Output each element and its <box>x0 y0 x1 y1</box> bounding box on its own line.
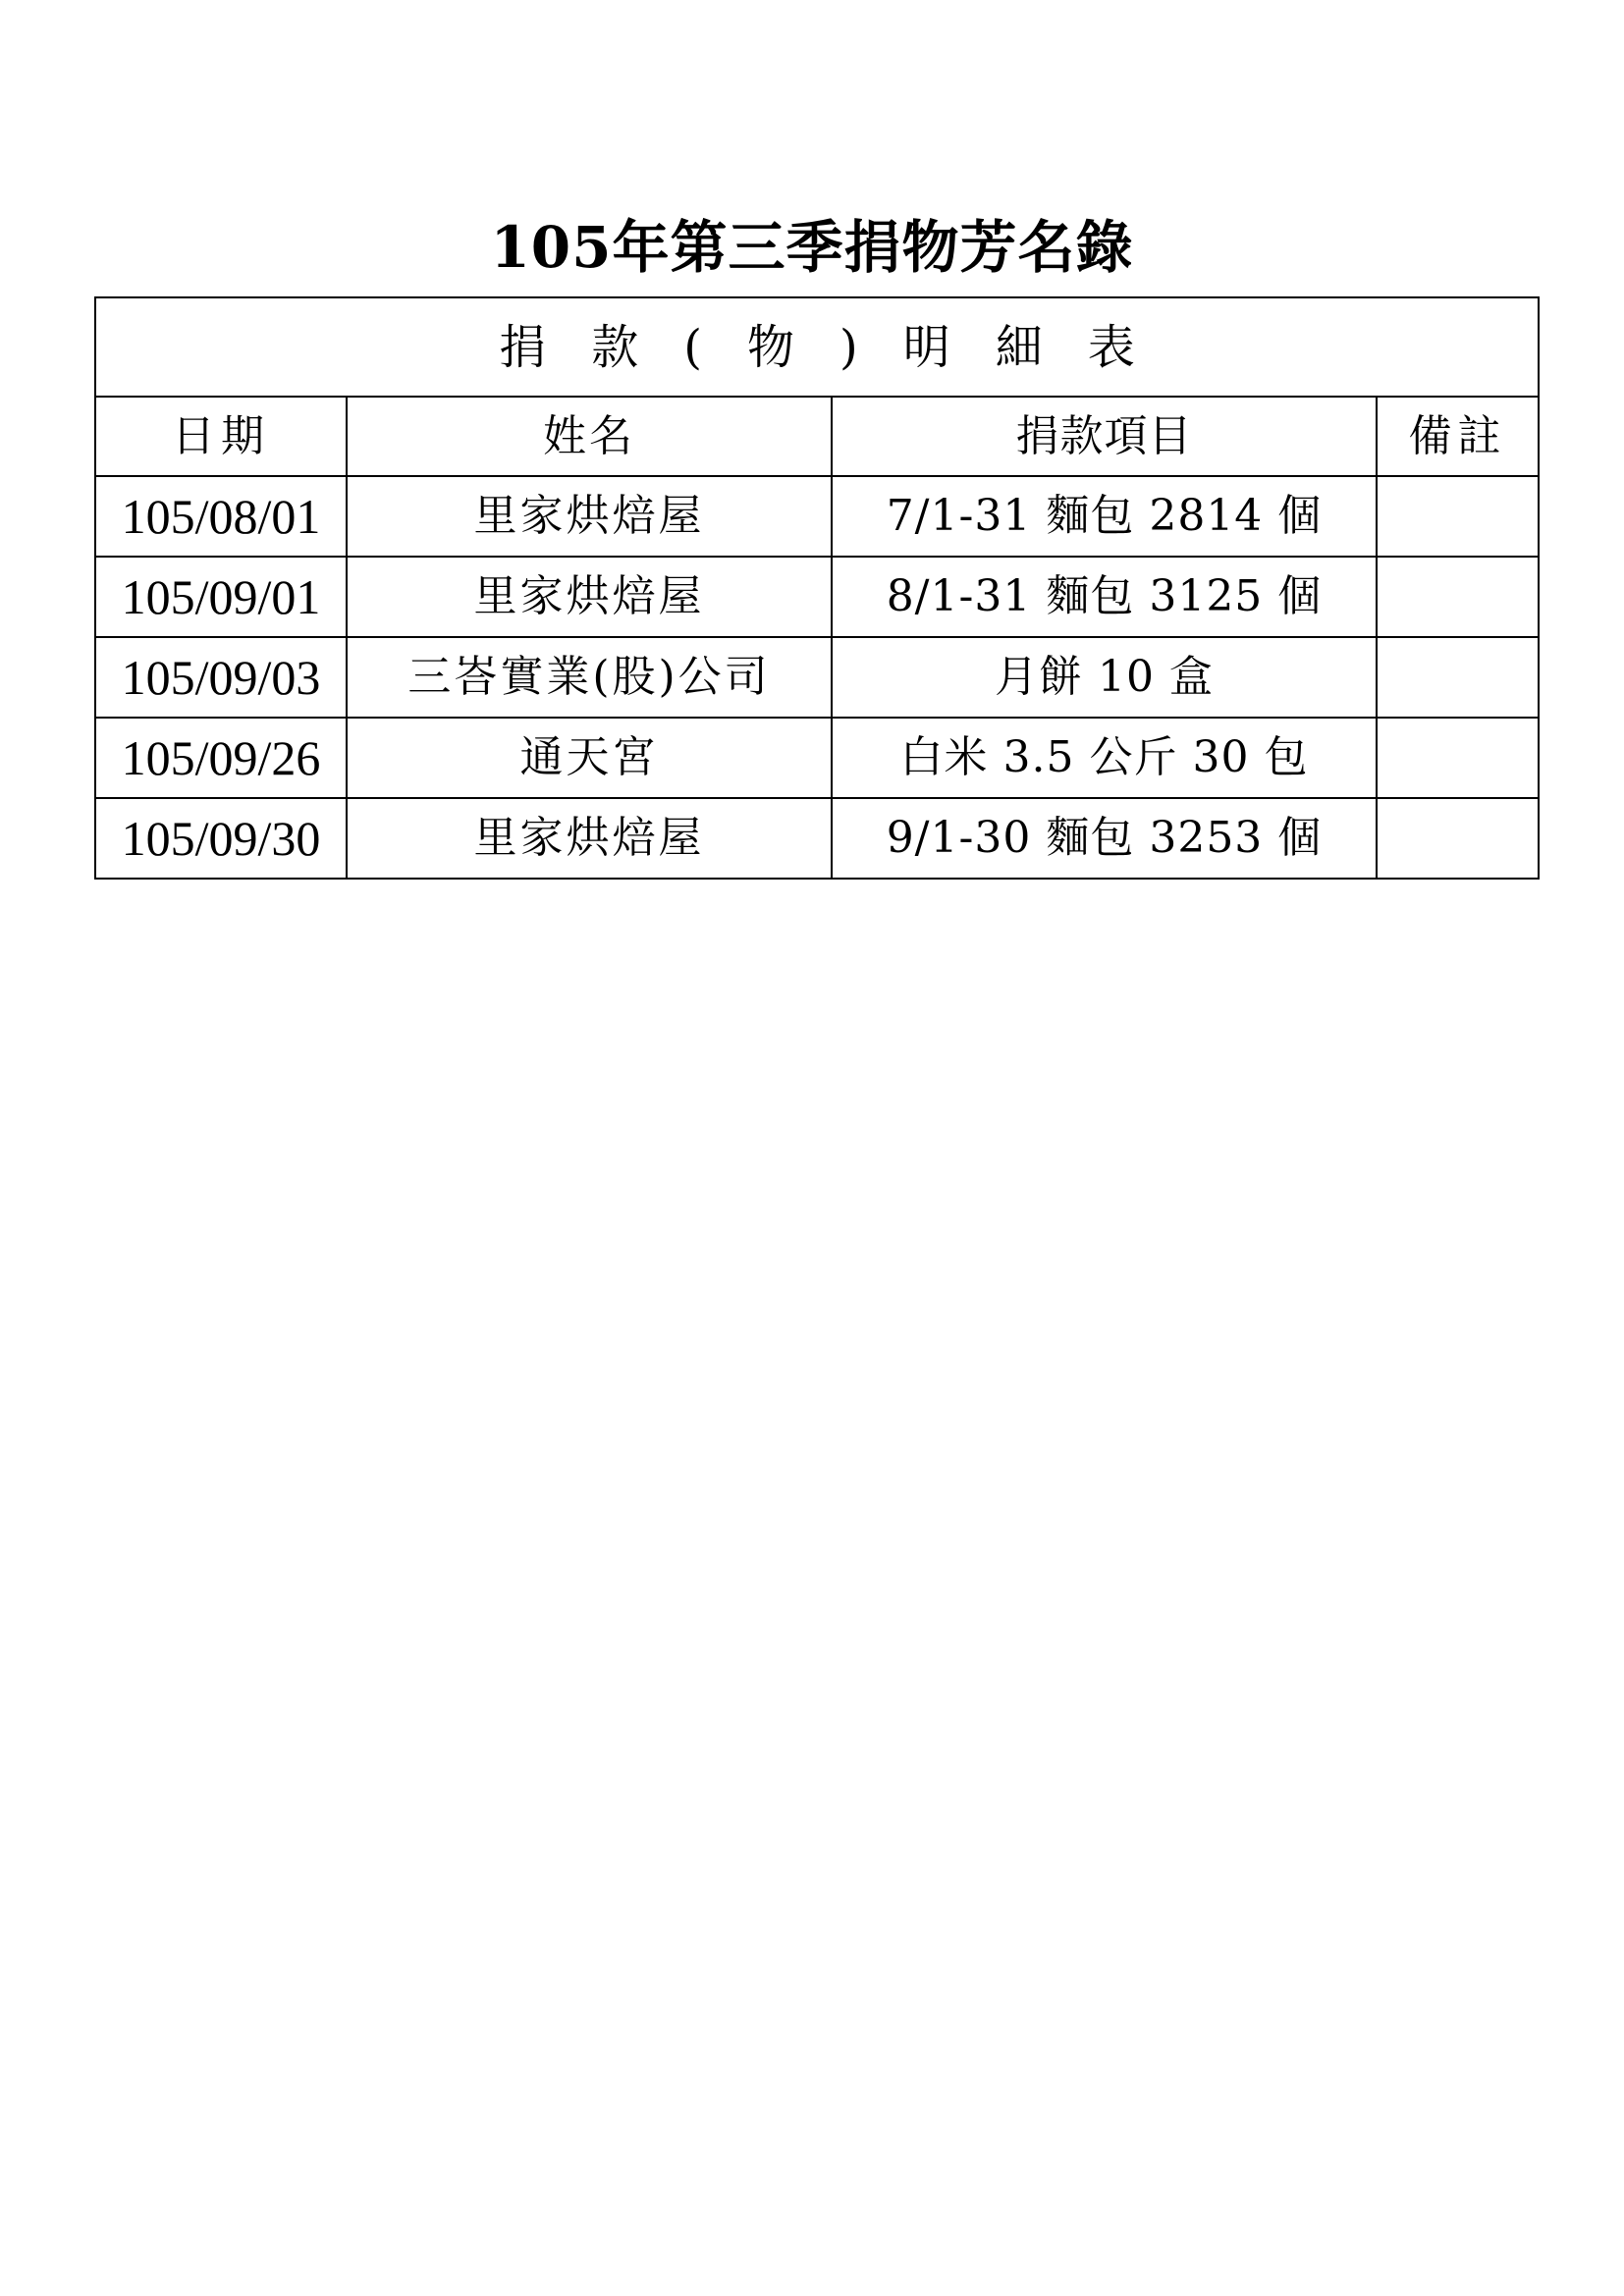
column-header-item: 捐款項目 <box>832 397 1377 476</box>
column-header-name: 姓名 <box>347 397 832 476</box>
cell-name: 里家烘焙屋 <box>347 557 832 637</box>
cell-note <box>1377 798 1539 879</box>
cell-note <box>1377 718 1539 798</box>
table-row <box>95 557 1539 637</box>
table-header-row <box>95 397 1539 476</box>
cell-note <box>1377 637 1539 718</box>
cell-item: 9/1-30 麵包 3253 個 <box>832 798 1377 879</box>
table-caption-row <box>95 297 1539 397</box>
page-title: 105年第三季捐物芳名錄 <box>490 214 1134 281</box>
cell-date: 105/09/30 <box>95 798 347 879</box>
cell-note <box>1377 557 1539 637</box>
table-row <box>95 798 1539 879</box>
cell-name: 三峇實業(股)公司 <box>347 637 832 718</box>
cell-name: 里家烘焙屋 <box>347 476 832 557</box>
cell-name: 通天宮 <box>347 718 832 798</box>
table-row <box>95 476 1539 557</box>
table-row <box>95 718 1539 798</box>
cell-date: 105/09/01 <box>95 557 347 637</box>
column-header-note: 備註 <box>1377 397 1539 476</box>
cell-date: 105/08/01 <box>95 476 347 557</box>
table-caption: 捐款(物)明細表 <box>95 297 1539 397</box>
donation-table <box>94 296 1540 880</box>
column-header-date: 日期 <box>95 397 347 476</box>
cell-date: 105/09/26 <box>95 718 347 798</box>
cell-date: 105/09/03 <box>95 637 347 718</box>
cell-note <box>1377 476 1539 557</box>
cell-item: 8/1-31 麵包 3125 個 <box>832 557 1377 637</box>
cell-name: 里家烘焙屋 <box>347 798 832 879</box>
cell-item: 月餅 10 盒 <box>832 637 1377 718</box>
cell-item: 7/1-31 麵包 2814 個 <box>832 476 1377 557</box>
table-row <box>95 637 1539 718</box>
cell-item: 白米 3.5 公斤 30 包 <box>832 718 1377 798</box>
